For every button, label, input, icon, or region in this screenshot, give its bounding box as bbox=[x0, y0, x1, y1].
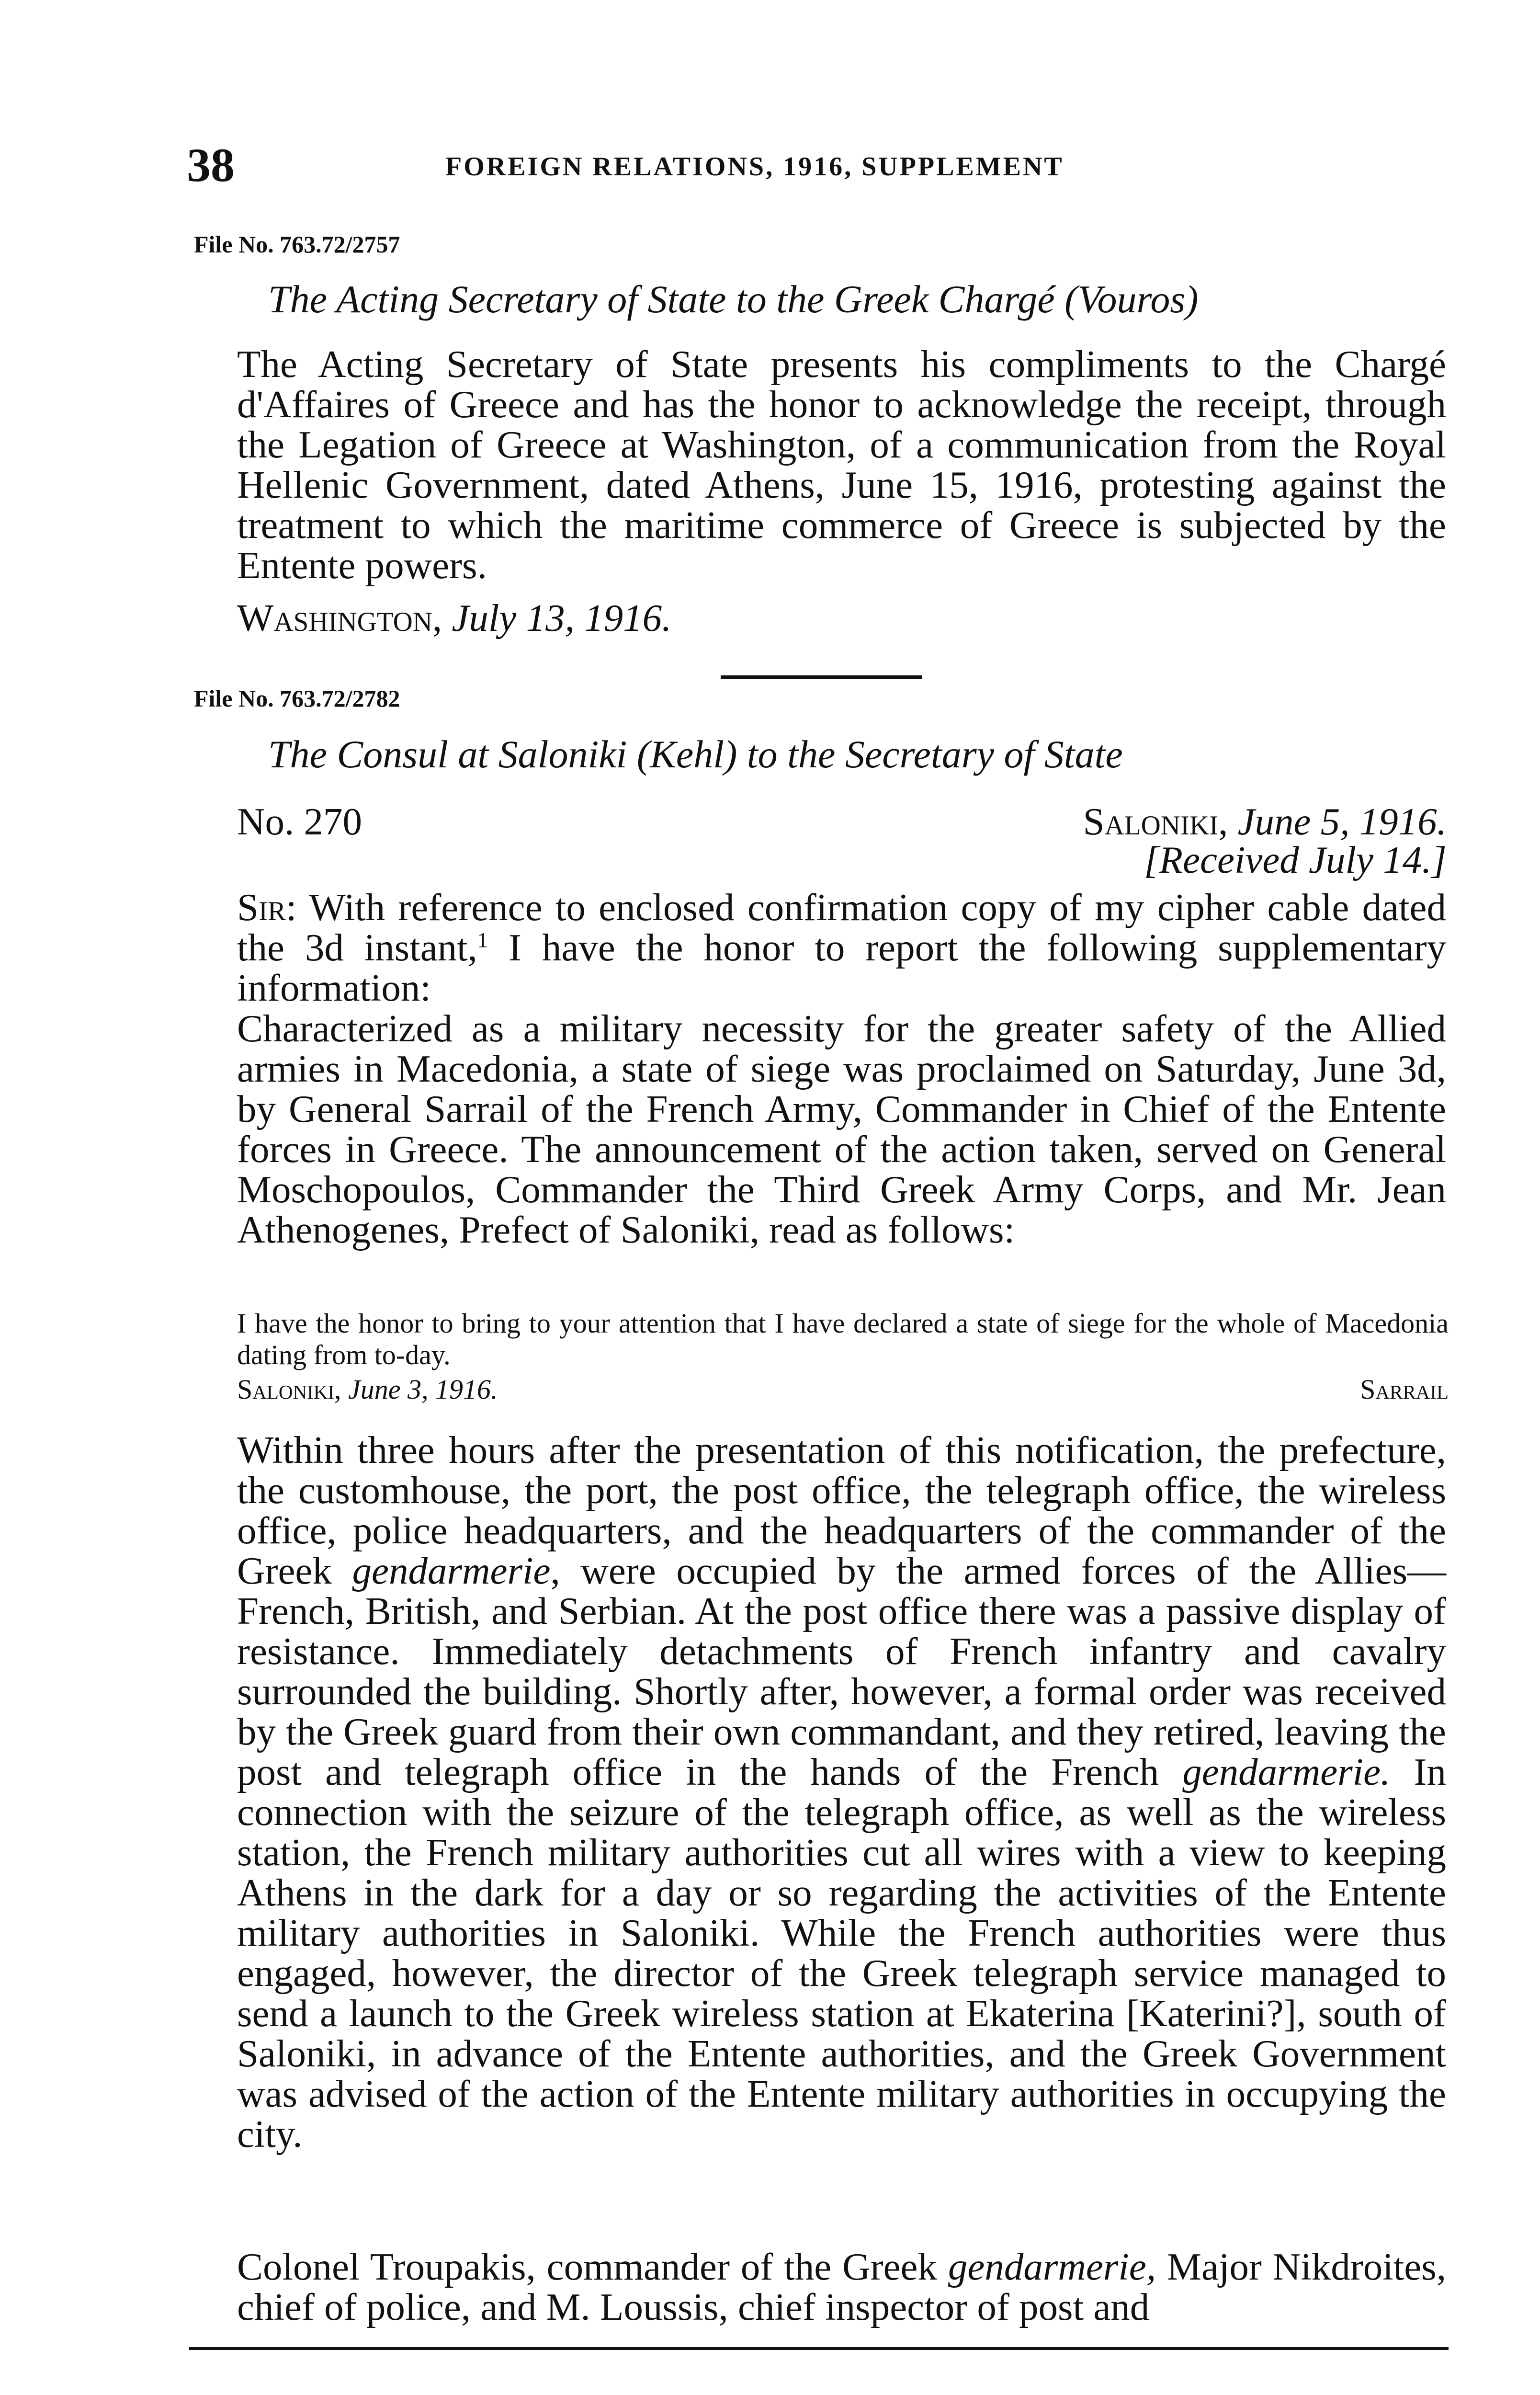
block-quote: I have the honor to bring to your attention that I have declared a state of siege for the whole of Macedonia dating from to-day. bbox=[237, 1308, 1449, 1370]
footnote-marker: 1 bbox=[477, 928, 488, 952]
place: Saloniki, bbox=[237, 1374, 341, 1405]
quote-signature-line bbox=[237, 1374, 1449, 1405]
body-paragraph: Characterized as a military necessity for the greater safety of the Allied armies in Macedonia, a state of siege was proclaimed on Saturday, June 3d, by General Sarrail of the French Army, Commander in Chief of the Entente forces in Greece. The announcement of the action taken, served on General Moschopoulos, Commander the Third Greek Army Corps, and Mr. Jean Athenogenes, Prefect of Saloniki, read as follows: bbox=[237, 1007, 1446, 1251]
body-paragraph: Sir: With reference to enclosed confirmation copy of my cipher cable dated the 3d instant,$^1$ I have the honor to report the following supplementary information: bbox=[237, 886, 1446, 1009]
document-title: The Acting Secretary of State to the Greek Chargé (Vouros) bbox=[268, 277, 1199, 321]
file-number: File No. 763.72/2757 bbox=[194, 231, 400, 258]
dispatch-number: No. 270 bbox=[237, 800, 362, 843]
page-header bbox=[187, 139, 1451, 192]
file-number: File No. 763.72/2782 bbox=[194, 685, 400, 712]
section-divider bbox=[721, 675, 922, 679]
body-paragraph: Within three hours after the presentation of this notification, the prefecture, the customhouse, the port, the post office, the telegraph office, the wireless office, police headquarters, and the headquarters of the commander of the Greek gendarmerie, were occupied by the armed forces of the Allies—French, British, and Serbian. At the post office there was a passive display of resistance. Immediately detachments of French infantry and cavalry surrounded the building. Shortly after, however, a formal order was received by the Greek guard from their own commandant, and they retired, leaving the post and telegraph office in the hands of the French gendarmerie. In connection with the seizure of the telegraph office, as well as the wireless station, the French military authorities cut all wires with a view to keeping Athens in the dark for a day or so regarding the activities of the Entente military authorities in Saloniki. While the French authorities were thus engaged, however, the director of the Greek telegraph service managed to send a launch to the Greek wireless station at Ekaterina [Katerini?], south of Saloniki, in advance of the Entente authorities, and the Greek Government was advised of the action of the Entente military authorities in occupying the city. bbox=[237, 1428, 1447, 2156]
dateline bbox=[1083, 800, 1447, 843]
body-paragraph: Colonel Troupakis, commander of the Greek gendarmerie, Major Nikdroites, chief of police, and M. Loussis, chief inspector of post and bbox=[237, 2245, 1447, 2328]
body-paragraph: The Acting Secretary of State presents his compliments to the Chargé d'Affaires of Greece and has the honor to acknowledge the receipt, through the Legation of Greece at Washington, of a communication from the Royal Hellenic Government, dated Athens, June 15, 1916, protesting against the treatment to which the maritime commerce of Greece is subjected by the Entente powers. bbox=[237, 342, 1446, 587]
place-date-line bbox=[237, 596, 671, 639]
date: June 5, 1916. bbox=[1237, 800, 1447, 843]
date: July 13, 1916. bbox=[452, 596, 672, 639]
place: Saloniki, bbox=[1083, 800, 1228, 843]
page-number: 38 bbox=[187, 138, 235, 192]
place: Washington, bbox=[237, 596, 442, 639]
received-date: [Received July 14.] bbox=[1144, 838, 1447, 881]
document-title: The Consul at Saloniki (Kehl) to the Secretary of State bbox=[268, 732, 1123, 776]
date: June 3, 1916. bbox=[348, 1374, 498, 1405]
running-head: FOREIGN RELATIONS, 1916, SUPPLEMENT bbox=[445, 152, 1064, 182]
signature: Sarrail bbox=[1360, 1374, 1449, 1405]
salutation: Sir: bbox=[237, 886, 297, 929]
footnote-divider bbox=[189, 2347, 1449, 2350]
